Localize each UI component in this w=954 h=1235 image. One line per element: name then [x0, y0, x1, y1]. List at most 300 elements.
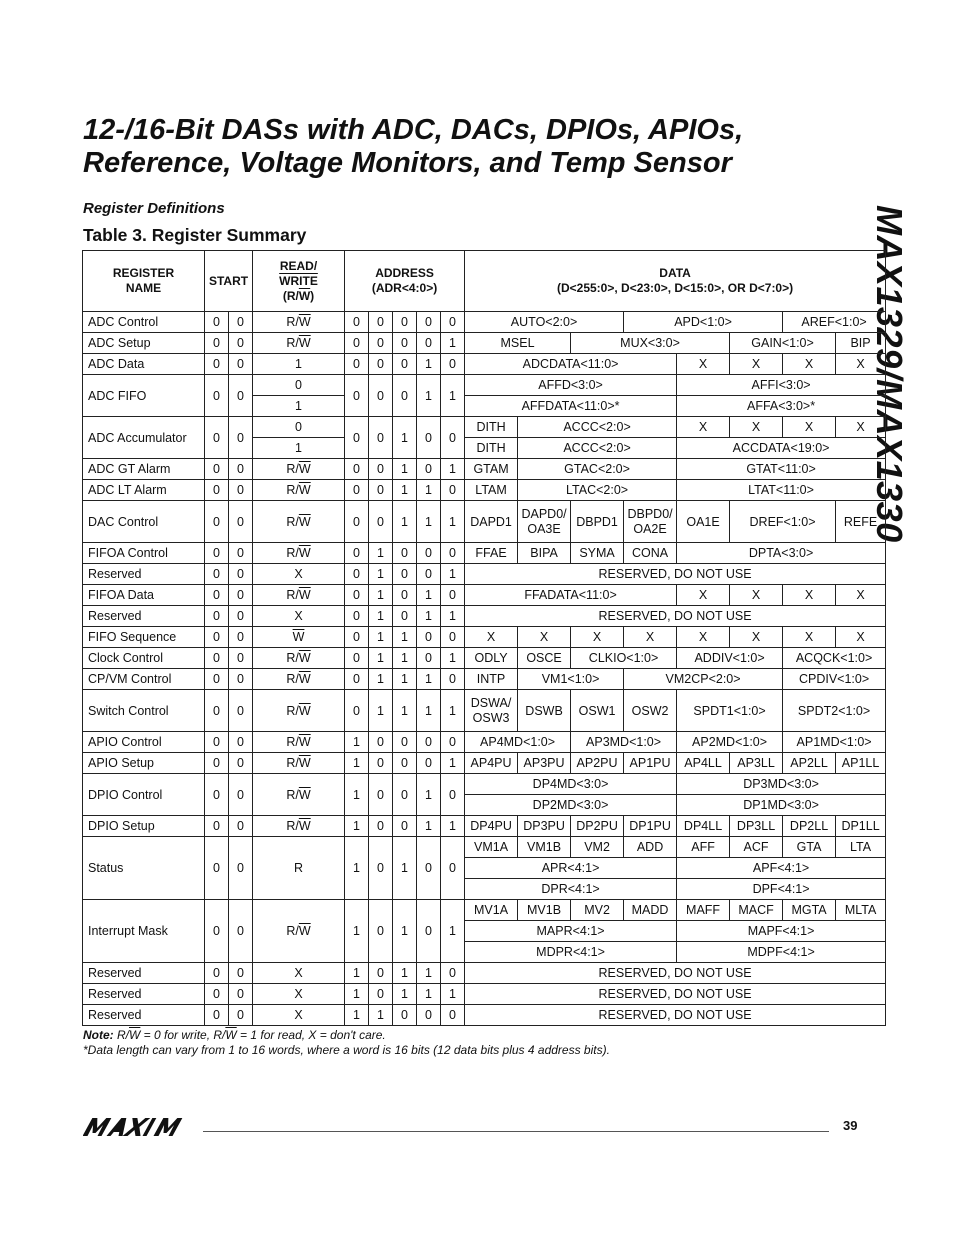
- data-field: DPF<4:1>: [677, 879, 886, 900]
- data-field: GTAC<2:0>: [518, 459, 677, 480]
- address-bit: 0: [417, 732, 441, 753]
- address-bit: 0: [393, 1005, 417, 1026]
- data-field: RESERVED, DO NOT USE: [465, 1005, 886, 1026]
- data-field: OA1E: [677, 501, 730, 543]
- table-row: [83, 690, 886, 732]
- address-bit: 0: [369, 774, 393, 816]
- data-field: X: [624, 627, 677, 648]
- data-field: RESERVED, DO NOT USE: [465, 564, 886, 585]
- start-bit: 0: [229, 417, 253, 459]
- address-bit: 0: [417, 333, 441, 354]
- register-name: Reserved: [83, 963, 205, 984]
- address-bit: 0: [345, 480, 369, 501]
- address-bit: 0: [441, 774, 465, 816]
- data-field: ADCDATA<11:0>: [465, 354, 677, 375]
- start-bit: 0: [205, 606, 229, 627]
- data-field: BIPA: [518, 543, 571, 564]
- data-field: CPDIV<1:0>: [783, 669, 886, 690]
- address-bit: 0: [393, 753, 417, 774]
- address-bit: 1: [393, 669, 417, 690]
- start-bit: 0: [205, 900, 229, 963]
- data-field: DP2MD<3:0>: [465, 795, 677, 816]
- rw-cell: $R/\overline{W}$: [253, 900, 345, 963]
- data-field: MV1A: [465, 900, 518, 921]
- register-name: ADC GT Alarm: [83, 459, 205, 480]
- register-name: Reserved: [83, 564, 205, 585]
- data-field: X: [783, 417, 836, 438]
- data-field: DITH: [465, 438, 518, 459]
- address-bit: 0: [393, 774, 417, 816]
- address-bit: 1: [345, 732, 369, 753]
- page-title-line-2: Reference, Voltage Monitors, and Temp Sensor: [83, 147, 732, 179]
- register-name: Interrupt Mask: [83, 900, 205, 963]
- table-row: [83, 459, 886, 480]
- address-bit: 0: [345, 417, 369, 459]
- address-bit: 0: [345, 543, 369, 564]
- address-bit: 1: [417, 963, 441, 984]
- start-bit: 0: [205, 585, 229, 606]
- data-field: ADDIV<1:0>: [677, 648, 783, 669]
- address-bit: 0: [417, 648, 441, 669]
- address-bit: 0: [393, 732, 417, 753]
- data-field: DP1MD<3:0>: [677, 795, 886, 816]
- data-field: MV2: [571, 900, 624, 921]
- address-bit: 1: [393, 480, 417, 501]
- rw-cell: X: [253, 564, 345, 585]
- start-bit: 0: [205, 984, 229, 1005]
- header-address: ADDRESS (ADR<4:0>): [345, 251, 465, 312]
- rw-cell: $R/\overline{W}$: [253, 816, 345, 837]
- address-bit: 1: [441, 501, 465, 543]
- address-bit: 1: [441, 375, 465, 417]
- data-field: DSWB: [518, 690, 571, 732]
- start-bit: 0: [205, 459, 229, 480]
- table-row: [83, 480, 886, 501]
- address-bit: 1: [441, 690, 465, 732]
- address-bit: 1: [417, 669, 441, 690]
- address-bit: 1: [417, 774, 441, 816]
- start-bit: 0: [205, 774, 229, 816]
- data-field: DP1LL: [836, 816, 886, 837]
- start-bit: 0: [229, 816, 253, 837]
- data-field: MAPR<4:1>: [465, 921, 677, 942]
- address-bit: 0: [417, 543, 441, 564]
- data-field: AP2LL: [783, 753, 836, 774]
- address-bit: 0: [441, 312, 465, 333]
- address-bit: 1: [345, 900, 369, 963]
- address-bit: 1: [441, 459, 465, 480]
- register-name: FIFOA Control: [83, 543, 205, 564]
- data-field: OSW1: [571, 690, 624, 732]
- address-bit: 1: [441, 333, 465, 354]
- rw-cell: $R/\overline{W}$: [253, 459, 345, 480]
- data-field: X: [783, 354, 836, 375]
- data-field: AP3MD<1:0>: [571, 732, 677, 753]
- address-bit: 1: [417, 690, 441, 732]
- data-field: ACCC<2:0>: [518, 438, 677, 459]
- page-number: 39: [843, 1118, 858, 1133]
- address-bit: 1: [345, 753, 369, 774]
- address-bit: 0: [369, 459, 393, 480]
- start-bit: 0: [205, 375, 229, 417]
- data-field: X: [518, 627, 571, 648]
- data-field: ODLY: [465, 648, 518, 669]
- data-field: LTAT<11:0>: [677, 480, 886, 501]
- rw-cell: X: [253, 1005, 345, 1026]
- data-field: LTAC<2:0>: [518, 480, 677, 501]
- start-bit: 0: [205, 627, 229, 648]
- address-bit: 1: [417, 501, 441, 543]
- address-bit: 0: [345, 606, 369, 627]
- data-field: DP4MD<3:0>: [465, 774, 677, 795]
- data-field: SYMA: [571, 543, 624, 564]
- data-field: X: [730, 354, 783, 375]
- address-bit: 1: [417, 585, 441, 606]
- address-bit: 1: [441, 606, 465, 627]
- start-bit: 0: [229, 837, 253, 900]
- data-field: RESERVED, DO NOT USE: [465, 984, 886, 1005]
- address-bit: 0: [393, 312, 417, 333]
- start-bit: 0: [205, 564, 229, 585]
- address-bit: 0: [369, 984, 393, 1005]
- data-field: X: [836, 354, 886, 375]
- start-bit: 0: [229, 627, 253, 648]
- address-bit: 1: [417, 375, 441, 417]
- note-line: Note: $R/\overline{W} = 0$ for write, $R/\overline{W} = 1$ for read, X = don't care.: [83, 1028, 386, 1042]
- register-name: DPIO Control: [83, 774, 205, 816]
- data-field: X: [730, 417, 783, 438]
- data-field: DAPD1: [465, 501, 518, 543]
- address-bit: 1: [369, 1005, 393, 1026]
- address-bit: 0: [393, 375, 417, 417]
- data-field: DAPD0/ OA3E: [518, 501, 571, 543]
- address-bit: 1: [393, 690, 417, 732]
- register-name: ADC Control: [83, 312, 205, 333]
- start-bit: 0: [229, 690, 253, 732]
- address-bit: 1: [345, 1005, 369, 1026]
- rw-cell: $R/\overline{W}$: [253, 690, 345, 732]
- start-bit: 0: [205, 963, 229, 984]
- data-field: DP4LL: [677, 816, 730, 837]
- address-bit: 1: [441, 648, 465, 669]
- address-bit: 0: [393, 333, 417, 354]
- address-bit: 1: [441, 564, 465, 585]
- header-register-name: REGISTER NAME: [83, 251, 205, 312]
- data-field: GAIN<1:0>: [730, 333, 836, 354]
- footer-divider: [203, 1131, 829, 1132]
- register-name: Clock Control: [83, 648, 205, 669]
- address-bit: 1: [345, 837, 369, 900]
- address-bit: 1: [441, 816, 465, 837]
- data-field: MADD: [624, 900, 677, 921]
- data-field: LTAM: [465, 480, 518, 501]
- start-bit: 0: [205, 837, 229, 900]
- register-name: DAC Control: [83, 501, 205, 543]
- table-row: [83, 501, 886, 543]
- address-bit: 0: [369, 312, 393, 333]
- address-bit: 1: [441, 984, 465, 1005]
- rw-cell: $\overline{W}$: [253, 627, 345, 648]
- table-title: Table 3. Register Summary: [83, 225, 307, 245]
- address-bit: 0: [369, 816, 393, 837]
- address-bit: 0: [369, 375, 393, 417]
- table-row: [83, 375, 886, 396]
- data-field: ACQCK<1:0>: [783, 648, 886, 669]
- data-field: DP1PU: [624, 816, 677, 837]
- data-field: VM2CP<2:0>: [624, 669, 783, 690]
- address-bit: 0: [441, 543, 465, 564]
- start-bit: 0: [229, 606, 253, 627]
- address-bit: 0: [393, 585, 417, 606]
- rw-cell: $R/\overline{W}$: [253, 732, 345, 753]
- data-field: DP4PU: [465, 816, 518, 837]
- rw-cell: $R/\overline{W}$: [253, 480, 345, 501]
- address-bit: 1: [369, 543, 393, 564]
- data-field: X: [836, 585, 886, 606]
- address-bit: 0: [345, 501, 369, 543]
- data-field: AREF<1:0>: [783, 312, 886, 333]
- data-field: X: [836, 417, 886, 438]
- rw-cell: 0: [253, 417, 345, 438]
- rw-cell: $R/\overline{W}$: [253, 333, 345, 354]
- data-field: X: [730, 627, 783, 648]
- address-bit: 0: [369, 753, 393, 774]
- address-bit: 1: [345, 816, 369, 837]
- data-field: CLKIO<1:0>: [571, 648, 677, 669]
- start-bit: 0: [205, 417, 229, 459]
- address-bit: 0: [369, 333, 393, 354]
- start-bit: 0: [229, 354, 253, 375]
- address-bit: 0: [441, 669, 465, 690]
- address-bit: 0: [393, 543, 417, 564]
- start-bit: 0: [229, 375, 253, 417]
- rw-cell: X: [253, 606, 345, 627]
- rw-cell: $R/\overline{W}$: [253, 501, 345, 543]
- data-field: AFFD<3:0>: [465, 375, 677, 396]
- data-field: X: [677, 417, 730, 438]
- address-bit: 0: [369, 501, 393, 543]
- address-bit: 0: [417, 627, 441, 648]
- page-title: [83, 114, 883, 180]
- rw-cell: $R/\overline{W}$: [253, 312, 345, 333]
- data-field: APF<4:1>: [677, 858, 886, 879]
- data-field: APR<4:1>: [465, 858, 677, 879]
- data-field: INTP: [465, 669, 518, 690]
- table-row: [83, 564, 886, 585]
- rw-cell: R: [253, 837, 345, 900]
- rw-cell: $R/\overline{W}$: [253, 648, 345, 669]
- data-field: X: [677, 585, 730, 606]
- data-field: VM2: [571, 837, 624, 858]
- register-name: CP/VM Control: [83, 669, 205, 690]
- data-field: OSW2: [624, 690, 677, 732]
- register-name: Reserved: [83, 606, 205, 627]
- rw-cell: $R/\overline{W}$: [253, 543, 345, 564]
- data-field: ACCDATA<19:0>: [677, 438, 886, 459]
- maxim-logo: [83, 1116, 195, 1138]
- start-bit: 0: [229, 648, 253, 669]
- table-row: [83, 963, 886, 984]
- data-field: ACF: [730, 837, 783, 858]
- data-field: RESERVED, DO NOT USE: [465, 963, 886, 984]
- start-bit: 0: [229, 732, 253, 753]
- address-bit: 1: [393, 459, 417, 480]
- start-bit: 0: [229, 312, 253, 333]
- start-bit: 0: [229, 480, 253, 501]
- start-bit: 0: [229, 585, 253, 606]
- start-bit: 0: [229, 1005, 253, 1026]
- data-field: AP4PU: [465, 753, 518, 774]
- start-bit: 0: [229, 543, 253, 564]
- data-field: MV1B: [518, 900, 571, 921]
- start-bit: 0: [205, 816, 229, 837]
- address-bit: 1: [369, 669, 393, 690]
- table-header-row: [83, 251, 886, 312]
- start-bit: 0: [205, 480, 229, 501]
- data-field: CONA: [624, 543, 677, 564]
- data-field: DITH: [465, 417, 518, 438]
- address-bit: 1: [393, 501, 417, 543]
- start-bit: 0: [229, 669, 253, 690]
- address-bit: 1: [417, 354, 441, 375]
- rw-cell: 1: [253, 354, 345, 375]
- address-bit: 0: [441, 480, 465, 501]
- data-field: X: [465, 627, 518, 648]
- register-name: Switch Control: [83, 690, 205, 732]
- start-bit: 0: [205, 312, 229, 333]
- table-row: [83, 333, 886, 354]
- data-field: MACF: [730, 900, 783, 921]
- table-row: [83, 774, 886, 795]
- address-bit: 1: [369, 648, 393, 669]
- address-bit: 0: [441, 417, 465, 459]
- data-field: FFADATA<11:0>: [465, 585, 677, 606]
- address-bit: 0: [393, 564, 417, 585]
- address-bit: 1: [345, 984, 369, 1005]
- address-bit: 0: [345, 564, 369, 585]
- address-bit: 0: [369, 480, 393, 501]
- start-bit: 0: [205, 354, 229, 375]
- data-field: VM1B: [518, 837, 571, 858]
- data-field: DBPD0/ OA2E: [624, 501, 677, 543]
- register-name: Reserved: [83, 1005, 205, 1026]
- register-name: Reserved: [83, 984, 205, 1005]
- data-field: ADD: [624, 837, 677, 858]
- start-bit: 0: [205, 543, 229, 564]
- data-field: GTA: [783, 837, 836, 858]
- address-bit: 0: [369, 963, 393, 984]
- address-bit: 1: [417, 606, 441, 627]
- address-bit: 0: [369, 417, 393, 459]
- address-bit: 0: [417, 459, 441, 480]
- table-row: [83, 900, 886, 921]
- table-row: [83, 732, 886, 753]
- data-field: VM1A: [465, 837, 518, 858]
- data-field: AP1PU: [624, 753, 677, 774]
- address-bit: 1: [393, 963, 417, 984]
- start-bit: 0: [205, 648, 229, 669]
- table-row: [83, 354, 886, 375]
- start-bit: 0: [205, 501, 229, 543]
- address-bit: 0: [441, 837, 465, 900]
- register-name: ADC FIFO: [83, 375, 205, 417]
- side-title-text: MAX1329/MAX1330: [869, 205, 910, 543]
- data-field: MAPF<4:1>: [677, 921, 886, 942]
- table-notes: [83, 1028, 610, 1058]
- rw-cell: 1: [253, 438, 345, 459]
- register-name: Status: [83, 837, 205, 900]
- rw-cell: $R/\overline{W}$: [253, 753, 345, 774]
- header-start: START: [205, 251, 253, 312]
- start-bit: 0: [229, 984, 253, 1005]
- address-bit: 1: [393, 837, 417, 900]
- rw-cell: X: [253, 984, 345, 1005]
- table-row: [83, 585, 886, 606]
- table-row: [83, 543, 886, 564]
- start-bit: 0: [229, 564, 253, 585]
- page-title-line-1: 12-/16-Bit DASs with ADC, DACs, DPIOs, APIOs,: [83, 114, 744, 146]
- start-bit: 0: [229, 459, 253, 480]
- table-row: [83, 606, 886, 627]
- data-field: DP3LL: [730, 816, 783, 837]
- table-row: [83, 816, 886, 837]
- address-bit: 0: [417, 417, 441, 459]
- address-bit: 1: [369, 564, 393, 585]
- data-field: X: [677, 627, 730, 648]
- register-name: ADC Data: [83, 354, 205, 375]
- start-bit: 0: [205, 732, 229, 753]
- address-bit: 1: [369, 690, 393, 732]
- table-row: [83, 669, 886, 690]
- address-bit: 0: [393, 606, 417, 627]
- table-row: [83, 648, 886, 669]
- address-bit: 0: [345, 459, 369, 480]
- address-bit: 0: [369, 837, 393, 900]
- address-bit: 1: [345, 963, 369, 984]
- address-bit: 0: [441, 732, 465, 753]
- data-field: ACCC<2:0>: [518, 417, 677, 438]
- data-field: AFF: [677, 837, 730, 858]
- data-field: DP3PU: [518, 816, 571, 837]
- data-field: DP2PU: [571, 816, 624, 837]
- address-bit: 0: [417, 312, 441, 333]
- start-bit: 0: [229, 333, 253, 354]
- register-name: ADC LT Alarm: [83, 480, 205, 501]
- data-field: BIP: [836, 333, 886, 354]
- start-bit: 0: [205, 333, 229, 354]
- data-field: VM1<1:0>: [518, 669, 624, 690]
- address-bit: 1: [369, 585, 393, 606]
- register-name: DPIO Setup: [83, 816, 205, 837]
- register-name: ADC Setup: [83, 333, 205, 354]
- address-bit: 0: [441, 963, 465, 984]
- start-bit: 0: [229, 774, 253, 816]
- start-bit: 0: [229, 501, 253, 543]
- address-bit: 0: [345, 333, 369, 354]
- register-name: APIO Setup: [83, 753, 205, 774]
- address-bit: 1: [393, 417, 417, 459]
- data-field: X: [836, 627, 886, 648]
- table-row: [83, 753, 886, 774]
- address-bit: 0: [441, 354, 465, 375]
- address-bit: 0: [417, 564, 441, 585]
- address-bit: 1: [417, 984, 441, 1005]
- address-bit: 0: [345, 375, 369, 417]
- header-data: DATA (D<255:0>, D<23:0>, D<15:0>, OR D<7:0>): [465, 251, 886, 312]
- data-field: MDPR<4:1>: [465, 942, 677, 963]
- address-bit: 0: [369, 354, 393, 375]
- address-bit: 0: [345, 669, 369, 690]
